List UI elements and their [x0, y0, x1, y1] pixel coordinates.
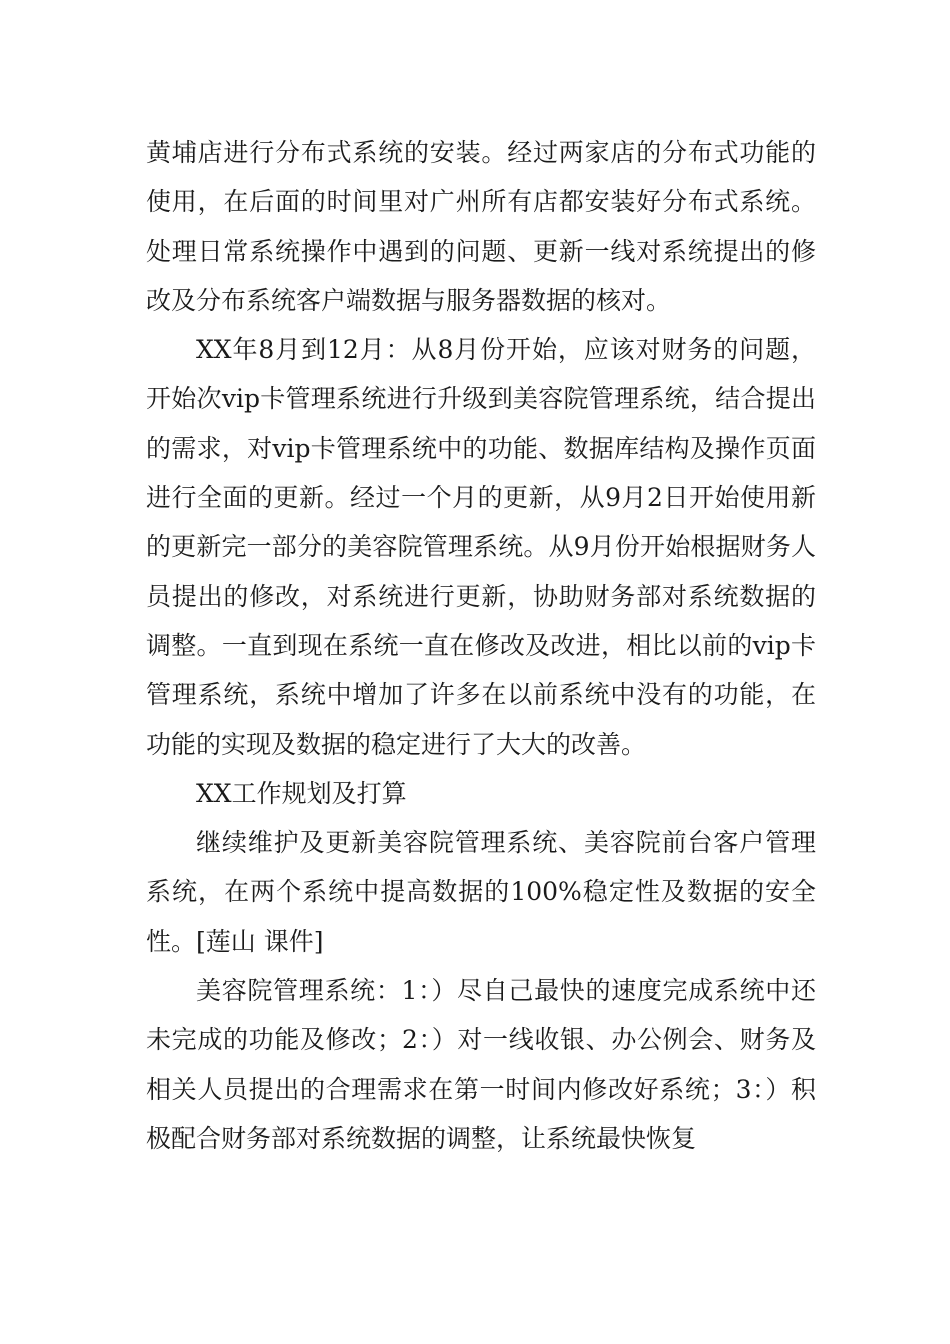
section-heading-work-plan: XX工作规划及打算 [196, 778, 407, 808]
paragraph-continued: 黄埔店进行分布式系统的安装。经过两家店的分布式功能的使用，在后面的时间里对广州所有店都安装好分布式系统。处理日常系统操作中遇到的问题、更新一线对系统提出的修改及分布系统客户端数据与服务器数据的核对。 [146, 138, 816, 315]
paragraph-system-tasks: 美容院管理系统：1：）尽自己最快的速度完成系统中还未完成的功能及修改；2：）对一线收银、办公例会、财务及相关人员提出的合理需求在第一时间内修改好系统；3：）积极配合财务部对系统数据的调整，让系统最快恢复 [146, 976, 816, 1153]
paragraph-aug-dec-summary: XX年8月到12月：从8月份开始，应该对财务的问题，开始次vip卡管理系统进行升级到美容院管理系统，结合提出的需求，对vip卡管理系统中的功能、数据库结构及操作页面进行全面的更新。经过一个月的更新，从9月2日开始使用新的更新完一部分的美容院管理系统。从9月份开始根据财务人员提出的修改，对系统进行更新，协助财务部对系统数据的调整。一直到现在系统一直在修改及改进，相比以前的vip卡管理系统，系统中增加了许多在以前系统中没有的功能，在功能的实现及数据的稳定进行了大大的改善。 [146, 335, 816, 759]
document-body [146, 128, 816, 1163]
paragraph-maintenance-plan: 继续维护及更新美容院管理系统、美容院前台客户管理系统，在两个系统中提高数据的100%稳定性及数据的安全性。[莲山 课件] [146, 828, 816, 956]
